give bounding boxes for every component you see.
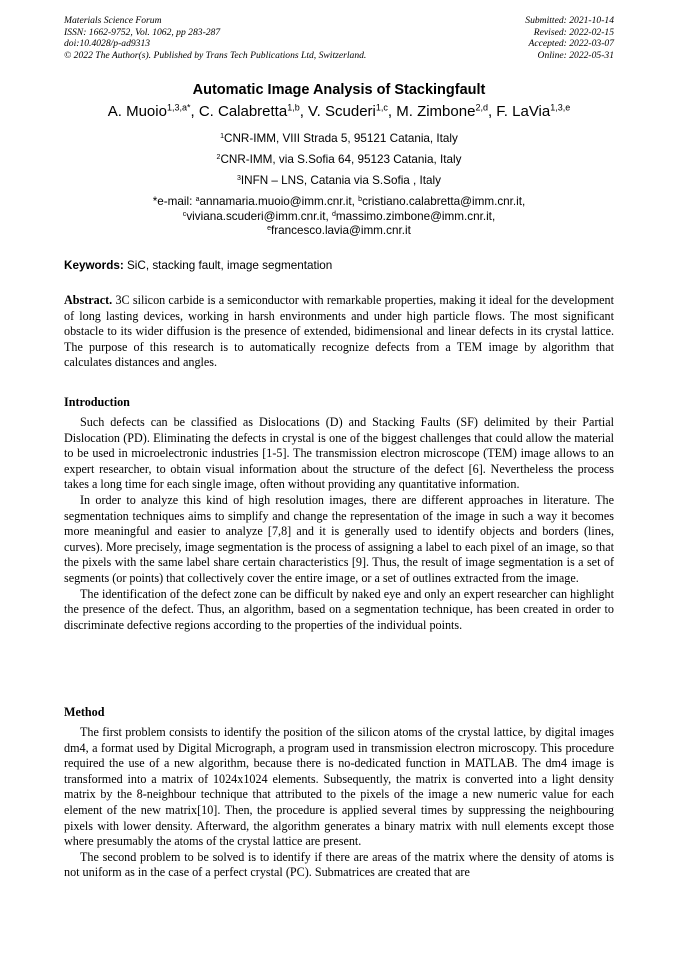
author-superscript: 1,c — [375, 102, 388, 113]
keywords — [64, 259, 332, 272]
author-name: M. Zimbone — [396, 103, 476, 120]
affiliation-3 — [0, 174, 678, 187]
affiliation-2 — [0, 153, 678, 166]
keywords-text: SiC, stacking fault, image segmentation — [127, 259, 333, 272]
affiliation-text: CNR-IMM, VIII Strada 5, 95121 Catania, Italy — [224, 132, 458, 145]
author-superscript: 1,3,e — [550, 102, 571, 113]
author-superscript: 1,b — [287, 102, 300, 113]
journal-name: Materials Science Forum — [64, 15, 162, 26]
email-link[interactable]: massimo.zimbone@imm.cnr.it — [335, 209, 492, 223]
submission-dates — [525, 15, 614, 61]
affiliation-superscript: 1 — [220, 132, 225, 140]
journal-copyright: © 2022 The Author(s). Published by Trans Tech Publications Ltd, Switzerland. — [64, 49, 367, 61]
email-link[interactable]: viviana.scuderi@imm.cnr.it — [186, 209, 326, 223]
paragraph: Such defects can be classified as Dislocations (D) and Stacking Faults (SF) delimited by their Partial Dislocation (PD). Eliminating the defects in crystal is one of the biggest challenges that could allow the material to be used in microelectronic industries [1-5]. The transmission electron microscope (TEM) image allows to an expert researcher, to obtain visual information about the structure of the defect [6]. Nevertheless the process takes a long time for each single image, often without providing any quantitative information. — [64, 415, 614, 492]
introduction-body — [64, 415, 614, 633]
abstract-paragraph — [64, 293, 614, 371]
affiliation-superscript: 3 — [237, 174, 241, 182]
date-submitted: Submitted: 2021-10-14 — [525, 15, 614, 26]
author-name: C. Calabretta — [198, 103, 288, 120]
journal-info — [64, 15, 366, 61]
paragraph: In order to analyze this kind of high resolution images, there are different approaches in literature. The segmentation techniques aims to simplify and change the representation of the image in such a way it becomes more meaningful and easier to analyze [7,8] and it is generally used to identify objects and borders (lines, curves). More precisely, image segmentation is the process of assigning a label to each pixel of an image, so that the pixels with the same label share certain characteristics [9]. Thus, the result of image segmentation is a set of segments (or points) that collectively cover the entire image, or a set of outlines extracted from the image. — [64, 492, 614, 585]
author-name: A. Muoio — [107, 103, 167, 120]
affiliation-1 — [0, 132, 678, 145]
email-link[interactable]: cristiano.calabretta@imm.cnr.it — [362, 195, 523, 208]
paragraph: The identification of the defect zone can be difficult by naked eye and only an expert researcher can highlight the presence of the defect. Thus, an algorithm, based on a segmentation technique, has been created in order to discriminate defective regions according to the properties of the individual points. — [64, 586, 614, 632]
abstract — [64, 293, 614, 371]
abstract-text: 3C silicon carbide is a semiconductor with remarkable properties, making it ideal for the development of long lasting devices, working in harsh environments and under high particle flows. The most significant obstacle to its wider diffusion is the presence of extended, bidimensional and linear defects in its crystal lattice. The purpose of this research is to automatically recognize defects from a TEM image by algorithm that calculates distances and angles. — [64, 293, 614, 370]
date-online: Online: 2022-05-31 — [537, 49, 614, 61]
journal-doi: doi:10.4028/p-ad9313 — [64, 38, 151, 50]
email-link[interactable]: annamaria.muoio@imm.cnr.it — [199, 195, 352, 208]
author-superscript: 1,3,a* — [166, 102, 191, 113]
affiliation-text: CNR-IMM, via S.Sofia 64, 95123 Catania, Italy — [220, 153, 462, 166]
author-list: A. Muoio$^{1,3,a*}$, C. Calabretta$^{1,b}$, V. Scuderi$^{1,c}$, M. Zimbone$^{2,d}$, F. LaVia$^{1,3,e}$ — [107, 102, 571, 120]
journal-issn: ISSN: 1662-9752, Vol. 1062, pp 283-287 — [64, 26, 221, 38]
abstract-label: Abstract. — [64, 293, 113, 307]
section-heading-method: Method — [64, 705, 105, 719]
section-heading-introduction: Introduction — [64, 395, 130, 409]
email-link[interactable]: francesco.lavia@imm.cnr.it — [271, 224, 411, 237]
affiliation-superscript: 2 — [216, 153, 221, 161]
email-line: $^c$viviana.scuderi@imm.cnr.it, $^d$massimo.zimbone@imm.cnr.it, — [182, 209, 496, 223]
paper-title: Automatic Image Analysis of Stackingfault — [192, 82, 486, 98]
email-prefix: *e-mail: — [152, 195, 196, 208]
email-block — [0, 195, 678, 239]
paragraph: The first problem consists to identify the position of the silicon atoms of the crystal lattice, by digital images dm4, a format used by Digital Micrograph, a program used in transmission electron microscopy. This procedure required the use of a new algorithm, because there is no-dedicated function in MATLAB. The dm4 image is transformed into a matrix of 1024x1024 elements. Subsequently, the matrix is converted into a light density matrix by the 8-neighbour technique that attributed to the pixels of the image a new numeric value for each element of the new matrix[10]. Then, the procedure is applied several times by suppressing the neighbouring pixels with lower density. Afterward, the algorithm generates a binary matrix with null elements except those where presumably the atoms of the crystal lattice are present. — [64, 725, 614, 849]
author-name: F. LaVia — [496, 103, 551, 120]
paragraph: The second problem to be solved is to identify if there are areas of the matrix where the density of atoms is not uniform as in the case of a perfect crystal (PC). Submatrices are created that are — [64, 849, 614, 880]
method-body — [64, 725, 614, 881]
affiliation-text: INFN – LNS, Catania via S.Sofia , Italy — [240, 174, 441, 187]
author-superscript: 2,d — [475, 102, 488, 113]
date-revised: Revised: 2022-02-15 — [533, 26, 614, 38]
keywords-label: Keywords: — [64, 259, 124, 272]
date-accepted: Accepted: 2022-03-07 — [528, 38, 614, 50]
email-line: $^e$francesco.lavia@imm.cnr.it — [267, 224, 411, 237]
email-line: *e-mail: $^a$annamaria.muoio@imm.cnr.it, $^b$cristiano.calabretta@imm.cnr.it, — [152, 195, 526, 208]
author-name: V. Scuderi — [308, 103, 376, 120]
